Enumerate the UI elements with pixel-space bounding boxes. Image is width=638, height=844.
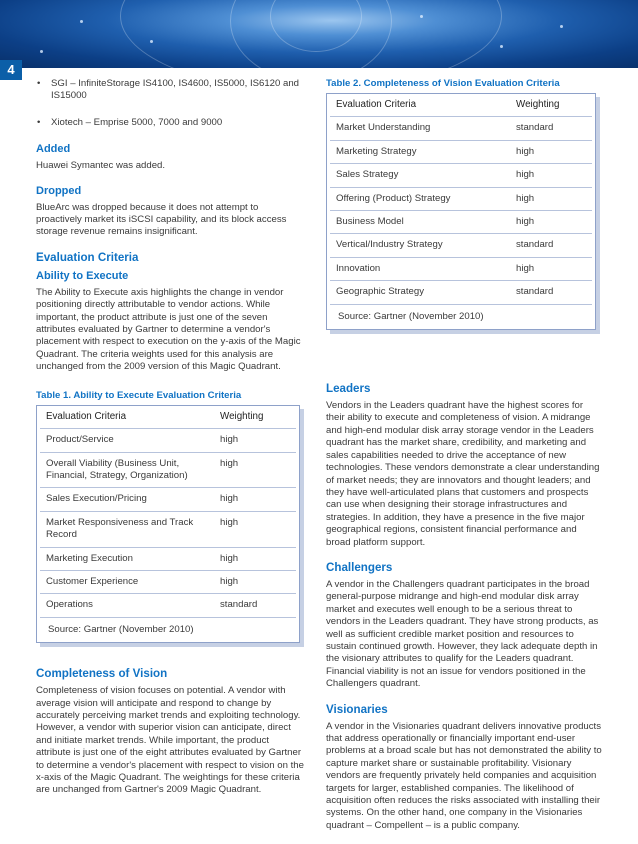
row-criteria: Market Understanding — [336, 122, 431, 134]
row-weighting: standard — [516, 286, 554, 298]
header-criteria: Evaluation Criteria — [336, 99, 417, 110]
table1 — [36, 405, 300, 643]
table-row — [330, 234, 592, 257]
row-weighting: high — [516, 262, 535, 274]
row-criteria: Business Model — [336, 216, 404, 228]
added-heading: Added — [36, 143, 71, 156]
row-criteria: Market Responsiveness and Track Record — [46, 516, 194, 541]
table-header-row — [40, 406, 296, 429]
row-criteria: Vertical/Industry Strategy — [336, 239, 443, 251]
table1-caption: Table 1. Ability to Execute Evaluation Criteria — [36, 389, 242, 401]
header-criteria: Evaluation Criteria — [46, 410, 127, 422]
row-criteria: Sales Execution/Pricing — [46, 493, 147, 505]
row-weighting: high — [220, 434, 239, 446]
row-criteria: Marketing Execution — [46, 552, 133, 564]
bullet-item: • SGI – InfiniteStorage IS4100, IS4600, IS5000, IS6120 and IS15000 — [36, 78, 306, 103]
row-weighting: standard — [516, 122, 554, 134]
table-row — [40, 512, 296, 548]
table-header-row — [330, 94, 592, 117]
visionaries-heading: Visionaries — [326, 702, 388, 716]
row-weighting: high — [516, 216, 535, 228]
bullet-item: • Xiotech – Emprise 5000, 7000 and 9000 — [36, 117, 306, 129]
table2-caption: Table 2. Completeness of Vision Evaluation Criteria — [326, 78, 560, 89]
row-criteria: Marketing Strategy — [336, 145, 417, 157]
table2-source: Source: Gartner (November 2010) — [338, 310, 484, 322]
challengers-heading: Challengers — [326, 560, 393, 574]
ability-to-execute-text: The Ability to Execute axis highlights the change in vendor positioning directly attributable to vendor actions. While important, the product attribute is just one of the seven attributes evaluated by Gartner to determine a vendor's placement with respect to execution on the y-axis of the Magic Quadrant. The criteria weights used for this analysis are unchanged from the 2009 version of this Magic Quadrant. — [36, 286, 301, 373]
table-row — [330, 164, 592, 187]
table-row — [40, 571, 296, 594]
table-row — [40, 594, 296, 617]
row-criteria: Geographic Strategy — [336, 286, 424, 298]
completeness-of-vision-heading: Completeness of Vision — [36, 667, 168, 681]
leaders-heading: Leaders — [326, 382, 371, 396]
row-criteria: Sales Strategy — [336, 169, 399, 181]
row-weighting: high — [220, 493, 239, 505]
dropped-text: BlueArc was dropped because it does not attempt to proactively market its iSCSI capability, and its block access storage revenue remains insignificant. — [36, 201, 287, 238]
table1-source: Source: Gartner (November 2010) — [48, 623, 194, 635]
row-criteria: Product/Service — [46, 434, 114, 446]
table-row — [40, 453, 296, 489]
row-weighting: high — [516, 145, 535, 157]
row-weighting: high — [220, 457, 239, 469]
table-row — [40, 488, 296, 511]
header-weighting: Weighting — [516, 99, 560, 110]
row-weighting: standard — [516, 239, 554, 251]
table-row — [330, 281, 592, 304]
table-row — [40, 429, 296, 452]
row-weighting: high — [220, 575, 239, 587]
table-row — [330, 258, 592, 281]
row-criteria: Offering (Product) Strategy — [336, 192, 451, 204]
table-row — [330, 211, 592, 234]
row-criteria: Operations — [46, 599, 93, 611]
row-weighting: high — [516, 169, 535, 181]
evaluation-criteria-heading: Evaluation Criteria — [36, 250, 139, 264]
row-weighting: high — [220, 552, 239, 564]
completeness-of-vision-text: Completeness of vision focuses on potential. A vendor with average vision will anticipate and respond to change by accurately perceiving market trends and exploiting technology. However, a vendor with superior vision can anticipate, direct and initiate market trends. While important, the product attribute is just one of the eight attributes evaluated by Gartner to determine a vendor's placement with respect to vision on the x-axis of the Magic Quadrant. The weightings for these criteria are unchanged from Gartner's 2009 Magic Quadrant. — [36, 685, 304, 796]
row-weighting: high — [516, 192, 535, 204]
table-source-row — [330, 305, 592, 329]
table-row — [330, 141, 592, 164]
row-criteria: Overall Viability (Business Unit, Financial, Strategy, Organization) — [46, 457, 188, 481]
table-row — [330, 188, 592, 211]
table-source-row — [40, 618, 296, 642]
row-weighting: high — [220, 516, 239, 528]
row-criteria: Customer Experience — [46, 575, 139, 587]
header-banner — [0, 0, 638, 68]
ability-to-execute-heading: Ability to Execute — [36, 269, 129, 282]
page-number: 4 — [0, 60, 22, 80]
added-text: Huawei Symantec was added. — [36, 160, 166, 172]
row-weighting: standard — [220, 599, 258, 611]
right-column — [326, 78, 602, 844]
challengers-text: A vendor in the Challengers quadrant participates in the broad general-purpose midrange and high-end modular disk array market and executes well enough to be a serious threat to vendors in the Leaders quadrant. They have strong products, as well as sufficient credible market position and resources to sustain continued growth. However, they lack adequate depth in the visionary attributes to qualify for the Leaders quadrant. Financial viability is not an issue for vendors positioned in the Challengers quadrant. — [326, 578, 599, 690]
leaders-text: Vendors in the Leaders quadrant have the highest scores for their ability to execute and completeness of vision. A midrange and high-end modular disk array storage vendor in the Leaders quadrant has the market share, credibility, and marketing and sales capabilities needed to drive the acceptance of new technologies. These vendors demonstrate a clear understanding of market needs; they are innovators and thought leaders; and they have well-articulated plans that customers and prospects can use when designing their storage infrastructures and strategies. In addition, they have a presence in the five major geographical regions, consistent financial performance and broad platform support. — [326, 400, 600, 548]
dropped-heading: Dropped — [36, 184, 82, 197]
table2 — [326, 93, 596, 330]
header-weighting: Weighting — [220, 410, 264, 422]
table-row — [40, 548, 296, 571]
table-row — [330, 117, 592, 140]
left-column — [36, 78, 306, 809]
visionaries-text: A vendor in the Visionaries quadrant delivers innovative products that address operationally or financially important end-user problems at a broad scale but has not demonstrated the ability to capture market share or sustainable profitability. Visionary vendors are frequently privately held companies and acquisition targets for larger, established companies. The likelihood of acquisition often reduces the risks associated with installing their systems. On the other hand, one company in the Visionaries quadrant – Compellent – is a public company. — [326, 720, 602, 831]
row-criteria: Innovation — [336, 262, 381, 274]
